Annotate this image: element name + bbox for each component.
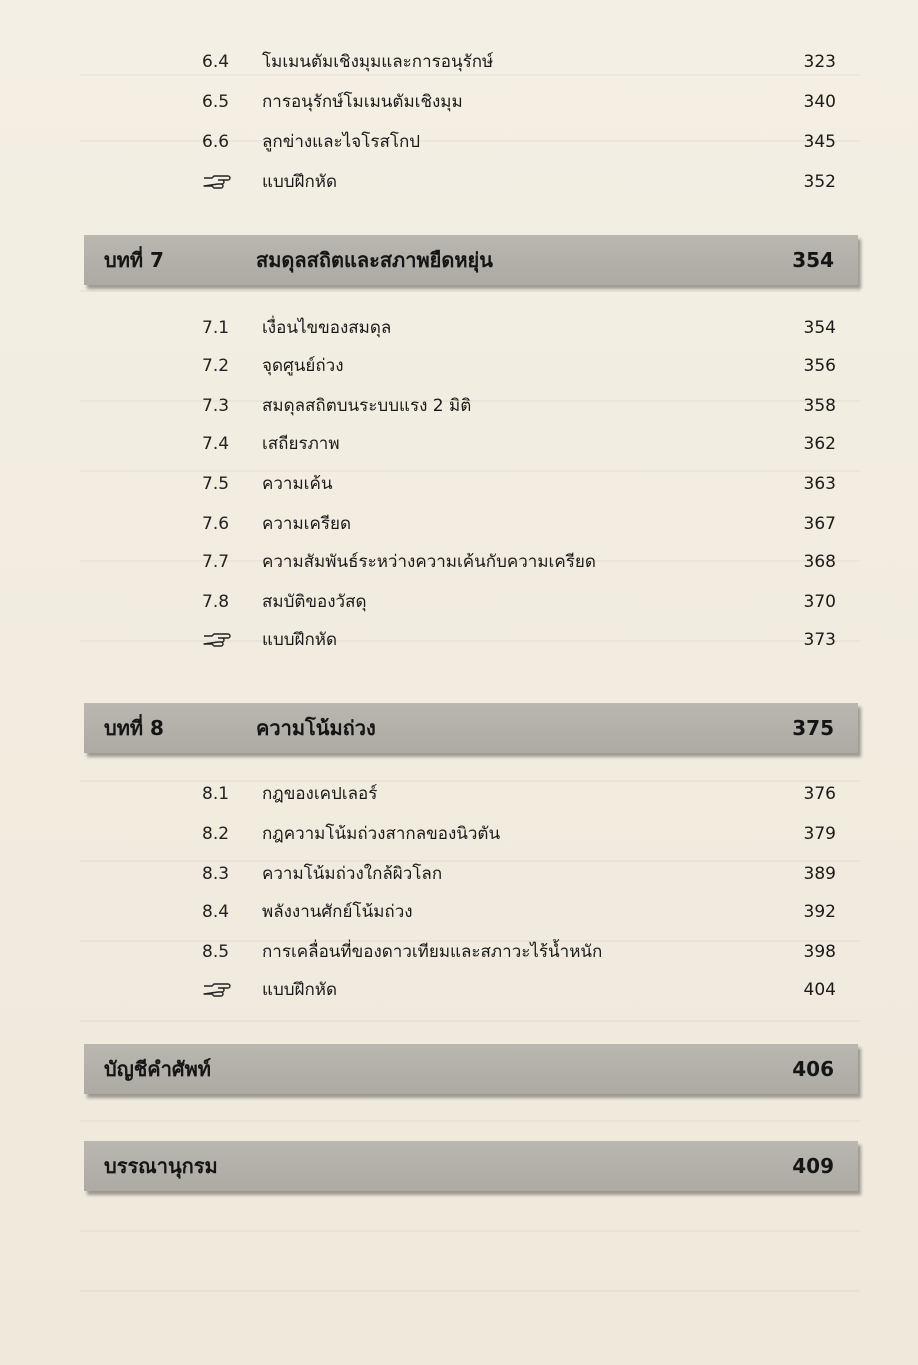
- page-number: 392: [803, 902, 836, 922]
- toc-entry[interactable]: [0, 894, 918, 930]
- section-title: กฎความโน้มถ่วงสากลของนิวตัน: [262, 824, 501, 844]
- section-title: แบบฝึกหัด: [262, 172, 338, 192]
- toc-entry[interactable]: [0, 348, 918, 384]
- bibliography-page: 409: [792, 1154, 834, 1178]
- chapter-page: 375: [792, 716, 834, 740]
- page-number: 368: [803, 552, 836, 572]
- section-title: แบบฝึกหัด: [262, 980, 338, 1000]
- section-title: ลูกข่างและไจโรสโกป: [262, 132, 421, 152]
- page-number: 356: [803, 356, 836, 376]
- toc-entry[interactable]: [0, 856, 918, 892]
- toc-entry[interactable]: [0, 426, 918, 462]
- toc-entry-exercise[interactable]: [0, 622, 918, 658]
- glossary-header[interactable]: [84, 1044, 858, 1094]
- section-title: ความเครียด: [262, 514, 351, 534]
- chapter-header-7[interactable]: [84, 235, 858, 285]
- section-title: สมดุลสถิตบนระบบแรง 2 มิติ: [262, 396, 472, 416]
- glossary-title: บัญชีคำศัพท์: [104, 1057, 211, 1081]
- glossary-page: 406: [792, 1057, 834, 1081]
- page-number: 345: [803, 132, 836, 152]
- page-number: 389: [803, 864, 836, 884]
- section-title: พลังงานศักย์โน้มถ่วง: [262, 902, 413, 922]
- section-title: แบบฝึกหัด: [262, 630, 338, 650]
- section-title: เงื่อนไขของสมดุล: [262, 318, 392, 338]
- section-number: 8.3: [202, 864, 230, 884]
- toc-entry-exercise[interactable]: [0, 972, 918, 1008]
- section-number: 8.1: [202, 784, 230, 804]
- section-number: 7.3: [202, 396, 230, 416]
- toc-entry[interactable]: [0, 544, 918, 580]
- section-number: 7.6: [202, 514, 230, 534]
- page-number: 376: [803, 784, 836, 804]
- page-number: 370: [803, 592, 836, 612]
- section-number: 8.2: [202, 824, 230, 844]
- toc-entry[interactable]: [0, 310, 918, 346]
- section-number: 6.5: [202, 92, 230, 112]
- section-title: โมเมนตัมเชิงมุมและการอนุรักษ์: [262, 52, 494, 72]
- section-number: 7.4: [202, 434, 230, 454]
- page-number: 352: [803, 172, 836, 192]
- chapter-label: บทที่ 7: [104, 248, 164, 272]
- section-title: ความโน้มถ่วงใกล้ผิวโลก: [262, 864, 443, 884]
- pointing-hand-icon: [202, 630, 232, 650]
- toc-entry[interactable]: [0, 816, 918, 852]
- page-number: 354: [803, 318, 836, 338]
- page-number: 340: [803, 92, 836, 112]
- page-number: 379: [803, 824, 836, 844]
- toc-entry[interactable]: [0, 506, 918, 542]
- toc-entry[interactable]: [0, 934, 918, 970]
- page-number: 398: [803, 942, 836, 962]
- section-number: 6.4: [202, 52, 230, 72]
- chapter-title: ความโน้มถ่วง: [256, 716, 376, 740]
- chapter-label: บทที่ 8: [104, 716, 164, 740]
- page-number: 373: [803, 630, 836, 650]
- chapter-title: สมดุลสถิตและสภาพยืดหยุ่น: [256, 248, 493, 272]
- pointing-hand-icon: [202, 172, 232, 192]
- page-number: 367: [803, 514, 836, 534]
- section-title: จุดศูนย์ถ่วง: [262, 356, 344, 376]
- toc-entry[interactable]: [0, 124, 918, 160]
- chapter-page: 354: [792, 248, 834, 272]
- section-title: กฎของเคปเลอร์: [262, 784, 378, 804]
- section-number: 8.5: [202, 942, 230, 962]
- page-number: 358: [803, 396, 836, 416]
- section-title: เสถียรภาพ: [262, 434, 340, 454]
- bibliography-title: บรรณานุกรม: [104, 1154, 218, 1178]
- section-title: ความสัมพันธ์ระหว่างความเค้นกับความเครียด: [262, 552, 596, 572]
- page-number: 362: [803, 434, 836, 454]
- toc-entry[interactable]: [0, 776, 918, 812]
- bibliography-header[interactable]: [84, 1141, 858, 1191]
- pointing-hand-icon: [202, 980, 232, 1000]
- section-number: 7.2: [202, 356, 230, 376]
- page-number: 323: [803, 52, 836, 72]
- page-number: 404: [803, 980, 836, 1000]
- toc-entry[interactable]: [0, 584, 918, 620]
- section-number: 7.7: [202, 552, 230, 572]
- section-number: 7.8: [202, 592, 230, 612]
- section-number: 6.6: [202, 132, 230, 152]
- section-title: การเคลื่อนที่ของดาวเทียมและสภาวะไร้น้ำหนัก: [262, 942, 603, 962]
- toc-entry[interactable]: [0, 84, 918, 120]
- toc-entry[interactable]: [0, 388, 918, 424]
- section-title: สมบัติของวัสดุ: [262, 592, 367, 612]
- section-title: ความเค้น: [262, 474, 333, 494]
- page-number: 363: [803, 474, 836, 494]
- section-title: การอนุรักษ์โมเมนตัมเชิงมุม: [262, 92, 463, 112]
- toc-entry[interactable]: [0, 44, 918, 80]
- toc-entry[interactable]: [0, 466, 918, 502]
- section-number: 7.1: [202, 318, 230, 338]
- chapter-header-8[interactable]: [84, 703, 858, 753]
- toc-entry-exercise[interactable]: [0, 164, 918, 200]
- section-number: 7.5: [202, 474, 230, 494]
- section-number: 8.4: [202, 902, 230, 922]
